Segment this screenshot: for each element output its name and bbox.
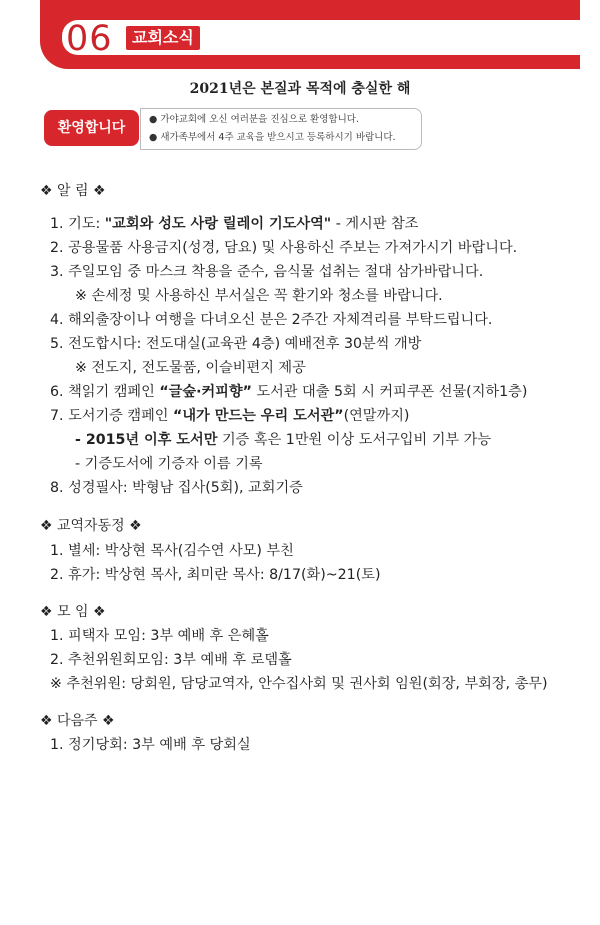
note: ※ 손세정 및 사용하신 부서실은 꼭 환기와 청소를 바랍니다. [75,288,443,304]
list-item: 6. 책읽기 캠페인 “글숲·커피향” 도서관 대출 5회 시 커피쿠폰 선물(지하1층) [50,384,528,400]
announcements-heading: ❖ 알 림 ❖ [40,183,106,199]
list-item: 2. 추천위원회모임: 3부 예배 후 로뎀홀 [50,652,292,668]
next-week-heading: ❖ 다음주 ❖ [40,713,115,729]
meetings-heading: ❖ 모 임 ❖ [40,604,106,620]
list-item: 3. 주일모임 중 마스크 착용을 준수, 음식물 섭취는 절대 삼가바랍니다. [50,264,484,280]
welcome-box [140,108,422,150]
welcome-line: ● 새가족부에서 4주 교육을 받으시고 등록하시기 바랍니다. [149,132,396,143]
welcome-line: ● 가야교회에 오신 여러분을 진심으로 환영합니다. [149,114,359,125]
list-item: 4. 해외출장이나 여행을 다녀오신 분은 2주간 자체격리를 부탁드립니다. [50,312,493,328]
sub-item: - 2015년 이후 도서만 기증 혹은 1만원 이상 도서구입비 기부 가능 [75,432,492,448]
list-item: 2. 휴가: 박상현 목사, 최미란 목사: 8/17(화)~21(토) [50,567,381,583]
sub-item: - 기증도서에 기증자 이름 기록 [75,456,263,472]
list-item: 1. 피택자 모임: 3부 예배 후 은혜홀 [50,628,269,644]
list-item: 7. 도서기증 캠페인 “내가 만드는 우리 도서관”(연말까지) [50,408,410,424]
list-item: 1. 기도: "교회와 성도 사랑 릴레이 기도사역" - 게시판 참조 [50,216,419,232]
list-item: 1. 별세: 박상현 목사(김수연 사모) 부친 [50,543,294,559]
section-number: 06 [66,19,113,59]
welcome-label: 환영합니다 [44,110,139,146]
list-item: 5. 전도합시다: 전도대실(교육관 4층) 예배전후 30분씩 개방 [50,336,422,352]
list-item: 1. 정기당회: 3부 예배 후 당회실 [50,737,251,753]
list-item: 2. 공용물품 사용금지(성경, 담요) 및 사용하신 주보는 가져가시기 바랍니다. [50,240,518,256]
page-title: 2021년은 본질과 목적에 충실한 해 [189,81,411,97]
note: ※ 전도지, 전도물품, 이슬비편지 제공 [75,360,306,376]
section-title: 교회소식 [126,26,200,50]
ministers-heading: ❖ 교역자동정 ❖ [40,518,142,534]
list-item: 8. 성경필사: 박형남 집사(5회), 교회기증 [50,480,303,496]
note: ※ 추천위원: 당회원, 담당교역자, 안수집사회 및 권사회 임원(회장, 부회장, 총무) [50,676,548,692]
